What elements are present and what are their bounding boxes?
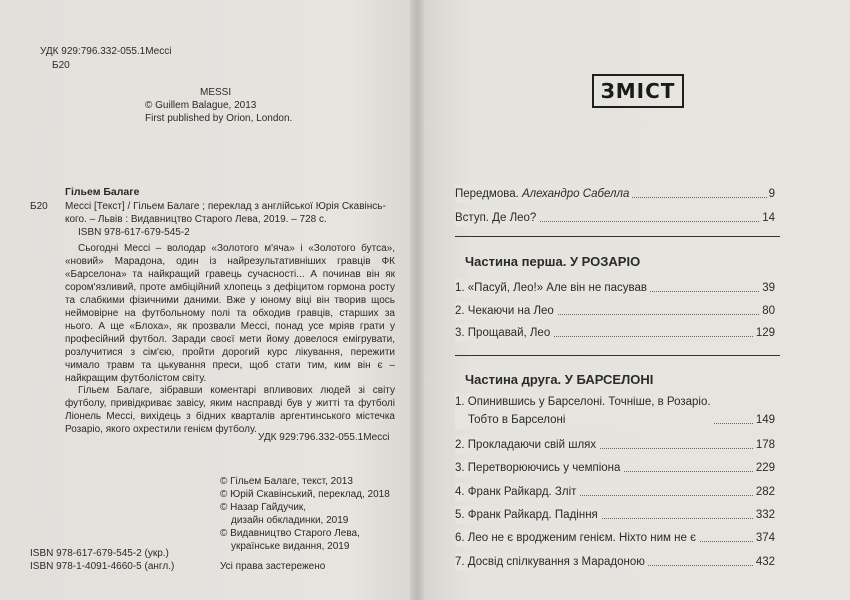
toc-title: 5. Франк Райкард. Падіння [455,506,601,524]
udk-code-top: УДК 929:796.332-055.1Мессі [40,46,172,57]
udk-code-bottom: УДК 929:796.332-055.1Мессі [258,432,390,443]
book-gutter [410,0,424,600]
annotation-paragraph-1: Сьогодні Мессі – володар «Золотого м'яча» і «Золотого бутса», «новий» Марадона, один із найрезультативніших гравців ФК «Барселона» та найкращий гравець сучасності... А починав він як сором'язливий, проте амбіційний хлопець з дефіцитом гормона росту та слабкими фізичними даними. Вже у юному віці він творив щось неймовірне на футбольному полі та обходив гравців, старших за нього. А ще «Блоха», як прозвали Мессі, понад усе мріяв грати у професійний футбол. Заради своєї мети йому довелося емігрувати, розлучитися з сім'єю, пройти дорогий курс лікування, пережити чимало травм та цькування преси, щоб стати тим, ким він є – найкращим футболістом світу. [65,243,395,384]
contents-heading-box [592,74,684,108]
toc-title: 6. Лео не є вродженим генієм. Ніхто ним не є [455,529,699,547]
first-published: First published by Orion, London. [145,113,293,124]
toc-title: 1. «Пасуй, Лео!» Але він не пасував [455,279,650,297]
credit-line: дизайн обкладинки, 2019 [231,515,349,526]
toc-title: Вступ. Де Лео? [455,209,539,227]
part-two-title: Частина друга. У БАРСЕЛОНІ [465,372,654,387]
original-copyright: © Guillem Balague, 2013 [145,100,257,111]
toc-page: 374 [754,529,775,547]
toc-page: 129 [754,324,775,342]
part-one-title: Частина перша. У РОЗАРІО [465,254,641,269]
author-name: Гільем Балаге [65,186,140,198]
toc-row-intro[interactable] [455,209,775,227]
toc-title: 2. Прокладаючи свій шлях [455,436,599,454]
toc-row[interactable] [455,436,775,454]
toc-row[interactable] [455,324,775,342]
toc-row[interactable] [455,483,775,501]
credit-line: © Гільем Балаге, текст, 2013 [220,476,353,487]
toc-title: 1. Опинившись у Барселоні. Точніше, в Розаріо. [455,396,711,408]
toc-row[interactable] [455,279,775,297]
copyright-credits [220,475,410,553]
credit-line: українське видання, 2019 [231,541,350,552]
b20-code-mid: Б20 [30,201,48,212]
isbn-line: ISBN 978-617-679-545-2 [78,227,190,238]
credit-line: © Юрій Скавінський, переклад, 2018 [220,489,390,500]
toc-row[interactable] [455,302,775,320]
isbn-english: ISBN 978-1-4091-4660-5 (англ.) [30,561,175,572]
toc-row-foreword[interactable] [455,185,775,203]
toc-row[interactable] [455,459,775,477]
isbn-ukrainian: ISBN 978-617-679-545-2 (укр.) [30,548,169,559]
toc-page: 149 [754,411,775,429]
bibliographic-record: Мессі [Текст] / Гільем Балаге ; переклад з англійської Юрія Скавінсь-кого. – Львів : Видавництво Старого Лева, 2019. – 728 с. [65,201,386,225]
toc-page: 432 [754,553,775,571]
toc-page: 282 [754,483,775,501]
toc-title: Передмова. [455,188,522,200]
rights-reserved: Усі права застережено [220,561,326,572]
toc-title: 2. Чекаючи на Лео [455,302,557,320]
toc-title: 3. Перетворюючись у чемпіона [455,459,623,477]
toc-title: 7. Досвід спілкування з Марадоною [455,553,648,571]
toc-title: 3. Прощавай, Лео [455,324,553,342]
toc-title-continued: Тобто в Барселоні [468,414,566,426]
toc-row[interactable] [455,553,775,571]
divider [455,236,780,237]
toc-page: 229 [754,459,775,477]
toc-title: 4. Франк Райкард. Зліт [455,483,579,501]
divider [455,355,780,356]
toc-page: 9 [767,185,775,203]
toc-row[interactable] [455,529,775,547]
toc-row[interactable] [455,393,775,429]
b20-code-top: Б20 [52,60,70,71]
toc-page: 178 [754,436,775,454]
toc-author: Алехандро Сабелла [521,188,630,200]
contents-heading: ЗМІСТ [600,79,676,103]
toc-page: 39 [760,279,775,297]
toc-row[interactable] [455,506,775,524]
toc-page: 80 [760,302,775,320]
toc-page: 332 [754,506,775,524]
credit-line: © Видавництво Старого Лева, [220,528,360,539]
credit-line: © Назар Гайдучик, [220,502,307,513]
toc-page: 14 [760,209,775,227]
original-title: MESSI [200,87,232,98]
annotation-paragraph-2: Гільем Балаге, зібравши коментарі впливових людей зі світу футболу, привідкриває завісу, яким насправді був у житті та футболі Ліонель Мессі, вихідець з бідних кварталів аргентинського містечка Розаріо, якого охрестили генієм футболу. [65,385,395,435]
